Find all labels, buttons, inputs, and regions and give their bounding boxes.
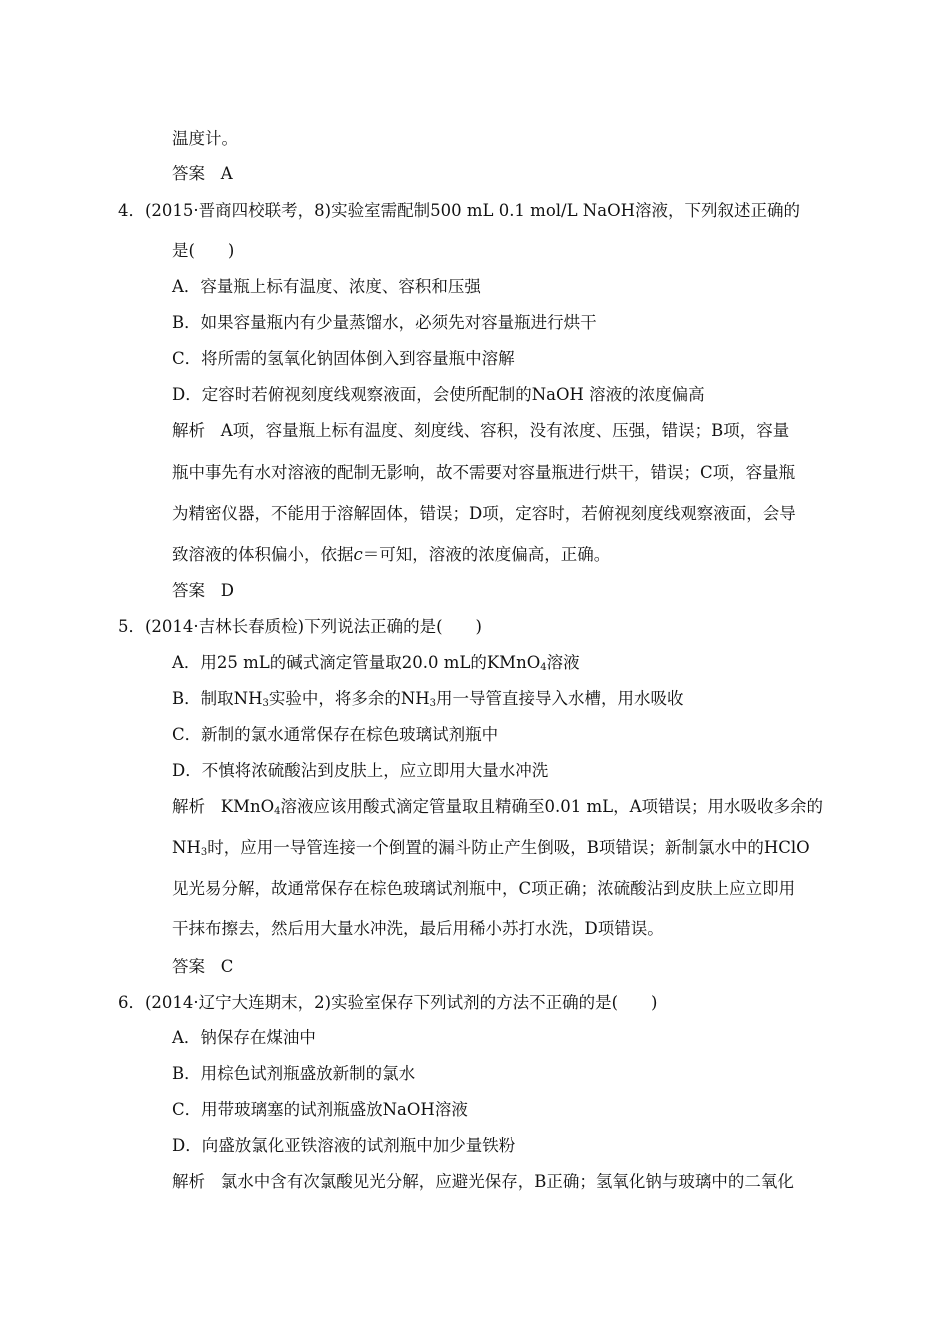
q4-analysis-line-2: 瓶中事先有水对溶液的配制无影响，故不需要对容量瓶进行烘干，错误；C项，容量瓶 bbox=[172, 463, 796, 482]
q5-option-c: C．新制的氯水通常保存在棕色玻璃试剂瓶中 bbox=[172, 725, 499, 744]
q6-stem bbox=[118, 992, 657, 1014]
q4-option-b: B．如果容量瓶内有少量蒸馏水，必须先对容量瓶进行烘干 bbox=[172, 313, 597, 332]
answer-value: D bbox=[220, 581, 234, 600]
q5-answer bbox=[172, 956, 233, 978]
q6-option-b: B．用棕色试剂瓶盛放新制的氯水 bbox=[172, 1064, 416, 1083]
q4-analysis-line-4: 致溶液的体积偏小，依据c＝可知，溶液的浓度偏高，正确。 bbox=[172, 545, 611, 564]
q5-analysis-line-1: 解析 KMnO$_4$溶液应该用酸式滴定管量取且精确至0.01 mL，A项错误；用水吸收多余的 bbox=[172, 797, 824, 817]
analysis-label: 解析 bbox=[172, 797, 205, 816]
q4-analysis-line-1: 解析 A项，容量瓶上标有温度、刻度线、容积，没有浓度、压强，错误；B项，容量 bbox=[172, 421, 790, 440]
q5-option-b: B．制取$NH_3$实验中，将多余的$NH_3$用一导管直接导入水槽，用水吸收 bbox=[172, 689, 684, 709]
q5-stem bbox=[118, 616, 482, 638]
analysis-label: 解析 bbox=[172, 421, 205, 440]
q6-analysis-line-1: 解析 氯水中含有次氯酸见光分解，应避光保存，B正确；氢氧化钠与玻璃中的二氧化 bbox=[172, 1172, 794, 1191]
variable-c: c bbox=[353, 545, 363, 564]
prev-answer bbox=[172, 163, 233, 185]
q4-answer bbox=[172, 580, 234, 602]
answer-label: 答案 bbox=[172, 581, 205, 600]
q4-stem bbox=[118, 200, 800, 222]
analysis-label: 解析 bbox=[172, 1172, 205, 1191]
q6-option-d: D．向盛放氯化亚铁溶液的试剂瓶中加少量铁粉 bbox=[172, 1136, 516, 1155]
question-number: 5． bbox=[118, 617, 145, 636]
q5-option-a: A．用25 mL的碱式滴定管量取20.0 mL的KMnO$_4$溶液 bbox=[172, 653, 580, 673]
prev-analysis-tail: 温度计。 bbox=[172, 129, 238, 148]
q6-option-a: A．钠保存在煤油中 bbox=[172, 1028, 316, 1047]
q5-option-d: D．不慎将浓硫酸沾到皮肤上，应立即用大量水冲洗 bbox=[172, 761, 549, 780]
q4-analysis-line-3: 为精密仪器，不能用于溶解固体，错误；D项，定容时，若俯视刻度线观察液面，会导 bbox=[172, 504, 796, 523]
question-number: 4． bbox=[118, 201, 145, 220]
answer-label: 答案 bbox=[172, 957, 205, 976]
question-stem: (2015·晋商四校联考，8)实验室需配制500 mL 0.1 mol/L NaOH溶液，下列叙述正确的 bbox=[145, 201, 800, 220]
question-number: 6． bbox=[118, 993, 145, 1012]
q5-analysis-line-2: $NH_3$时，应用一导管连接一个倒置的漏斗防止产生倒吸，B项错误；新制氯水中的HClO bbox=[172, 838, 810, 858]
q5-analysis-line-4: 干抹布擦去，然后用大量水冲洗，最后用稀小苏打水洗，D项错误。 bbox=[172, 919, 664, 938]
q4-option-c: C．将所需的氢氧化钠固体倒入到容量瓶中溶解 bbox=[172, 349, 515, 368]
q5-analysis-line-3: 见光易分解，故通常保存在棕色玻璃试剂瓶中，C项正确；浓硫酸沾到皮肤上应立即用 bbox=[172, 879, 796, 898]
question-stem: (2014·吉林长春质检)下列说法正确的是( ) bbox=[145, 617, 482, 636]
q4-option-a: A．容量瓶上标有温度、浓度、容积和压强 bbox=[172, 277, 481, 296]
q4-option-d: D．定容时若俯视刻度线观察液面，会使所配制的NaOH 溶液的浓度偏高 bbox=[172, 385, 705, 404]
q6-option-c: C．用带玻璃塞的试剂瓶盛放NaOH溶液 bbox=[172, 1100, 468, 1119]
answer-value: C bbox=[220, 957, 234, 976]
q4-stem-cont: 是( ) bbox=[172, 241, 235, 260]
answer-value: A bbox=[220, 164, 233, 183]
answer-label: 答案 bbox=[172, 164, 205, 183]
question-stem: (2014·辽宁大连期末，2)实验室保存下列试剂的方法不正确的是( ) bbox=[145, 993, 658, 1012]
